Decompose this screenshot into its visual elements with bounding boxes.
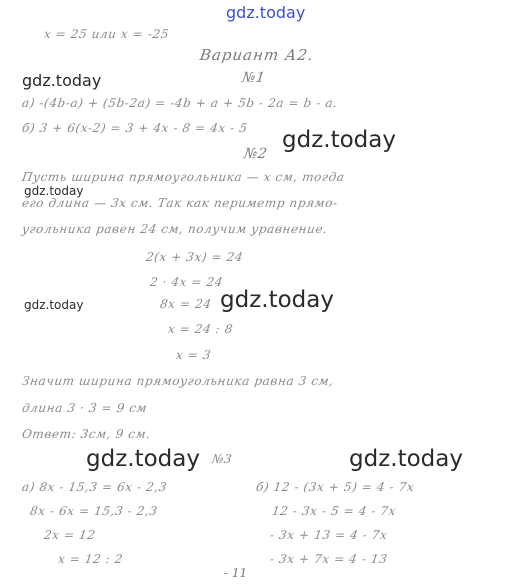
watermark-bottom-left: gdz.today [86,446,200,472]
task3a-line4: x = 12 : 2 [57,552,125,566]
equation-4: x = 24 : 8 [167,322,235,336]
equation-5: x = 3 [175,348,213,362]
conclusion-1: Значит ширина прямоугольника равна 3 см, [21,374,335,388]
watermark-center-1: gdz.today [282,127,396,153]
equation-1: 2(x + 3x) = 24 [145,250,245,264]
bottom-fragment: - 11 [224,566,248,580]
task3-label: №3 [211,452,234,466]
answer-line: Ответ: 3см, 9 см. [21,427,152,441]
task2-line2: его длина — 3x см. Так как периметр прямо- [21,196,339,210]
watermark-left-2: gdz.today [24,298,84,312]
task2-line1: Пусть ширина прямоугольника — x см, тогда [21,170,346,184]
watermark-center-2: gdz.today [220,287,334,313]
task3b-line2: 12 - 3x - 5 = 4 - 7x [271,504,398,518]
task3b-line4: - 3x + 7x = 4 - 13 [269,552,389,566]
watermark-top: gdz.today [226,3,306,22]
task2-label: №2 [242,146,269,162]
watermark-left-small: gdz.today [24,184,84,198]
task1-label: №1 [240,70,267,86]
task1-b: б) 3 + 6(x-2) = 3 + 4x - 8 = 4x - 5 [21,121,249,135]
task3a-line2: 8x - 6x = 15,3 - 2,3 [29,504,159,518]
line-top: x = 25 или x = -25 [43,27,171,41]
task3b-line1: б) 12 - (3x + 5) = 4 - 7x [255,480,416,494]
watermark-left-1: gdz.today [22,71,102,90]
task3a-line3: 2x = 12 [43,528,97,542]
task3a-line1: а) 8x - 15,3 = 6x - 2,3 [21,480,169,494]
task2-line3: угольника равен 24 см, получим уравнение. [21,222,329,236]
task1-a: а) -(4b-a) + (5b-2a) = -4b + a + 5b - 2a = b - a. [21,96,339,110]
conclusion-2: длина 3 · 3 = 9 см [21,401,149,415]
watermark-bottom-right: gdz.today [349,446,463,472]
task3b-line3: - 3x + 13 = 4 - 7x [269,528,389,542]
variant-title: Вариант А2. [198,46,315,64]
equation-3: 8x = 24 [159,297,213,311]
equation-2: 2 · 4x = 24 [149,275,225,289]
